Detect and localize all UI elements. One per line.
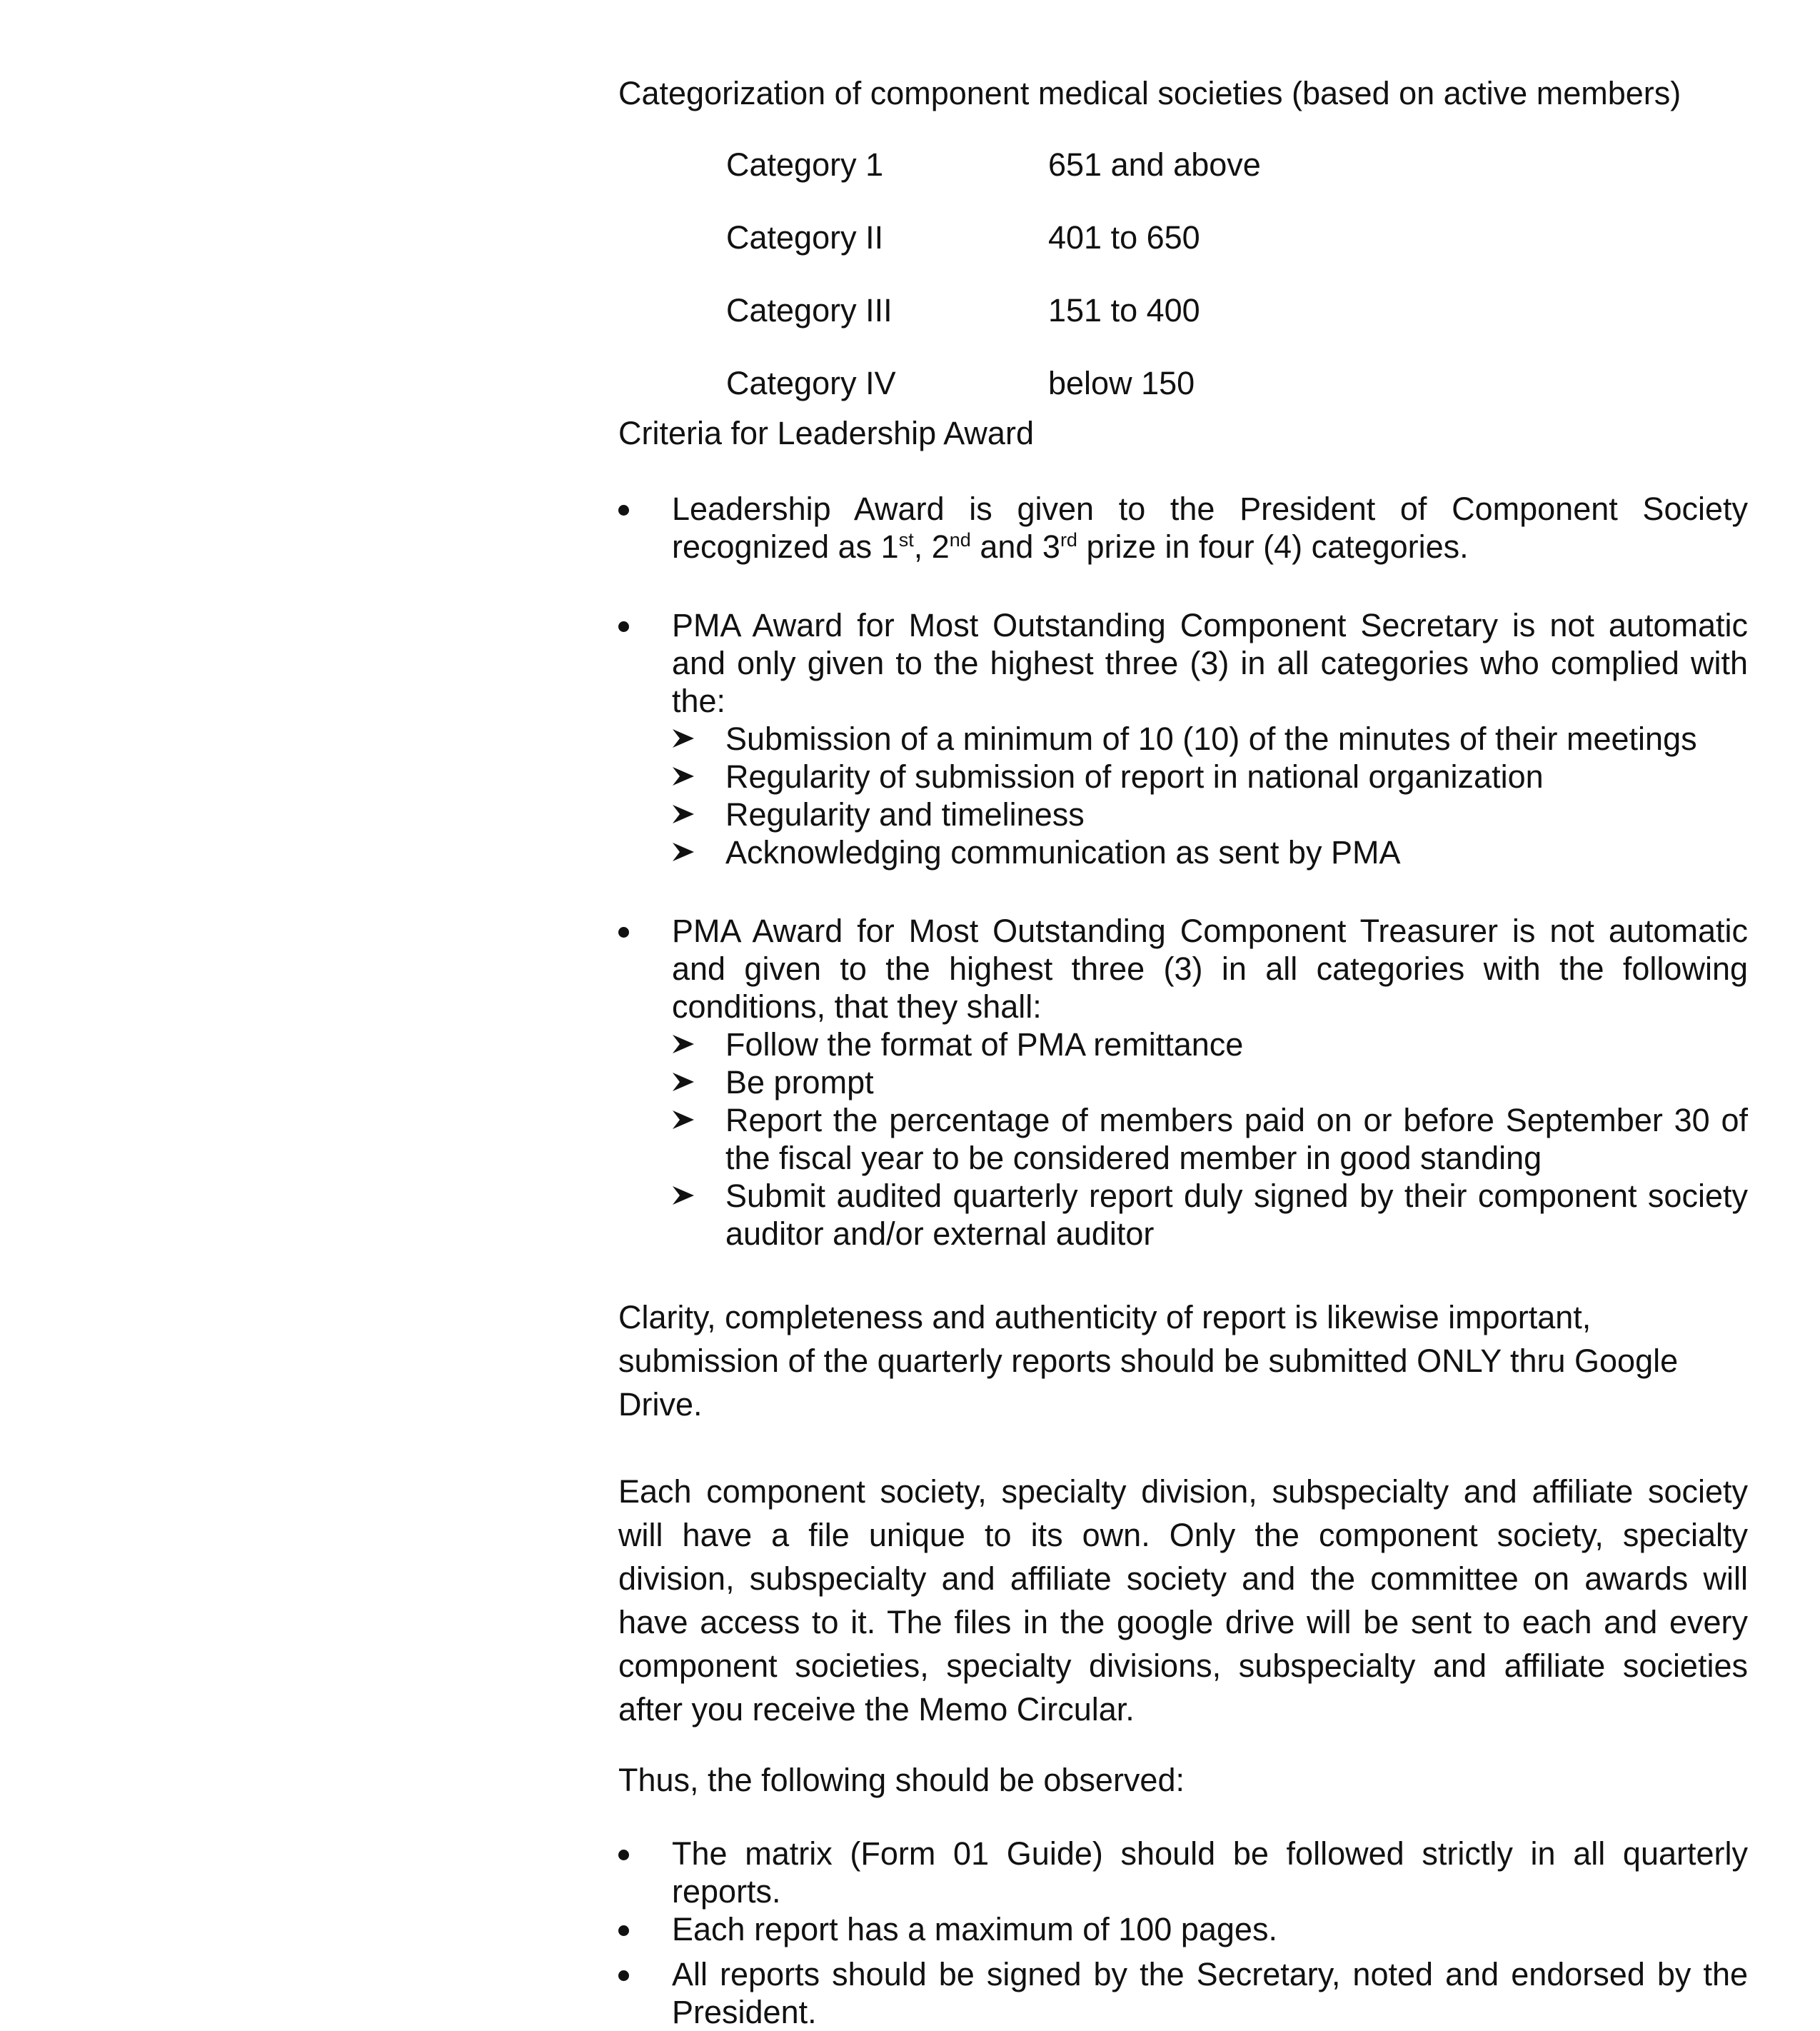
arrowhead-icon [672, 1110, 695, 1130]
leadership-text-a: Leadership Award is given to the President of Component Society recognized as 1 [672, 491, 1748, 565]
leadership-sup-1: st [898, 529, 914, 551]
treasurer-condition [672, 1101, 1748, 1177]
leadership-text-d: prize in four (4) categories. [1077, 528, 1469, 565]
categorization-heading: Categorization of component medical societies (based on active members) [618, 75, 1681, 111]
category-row [726, 291, 1261, 364]
criteria-heading: Criteria for Leadership Award [618, 415, 1034, 451]
arrowhead-icon [672, 1034, 695, 1054]
observe-item [618, 1835, 1748, 1910]
observe-list [618, 1835, 1748, 2031]
observe-item [618, 1955, 1748, 2031]
category-row [726, 219, 1261, 291]
secretary-requirement [672, 833, 1748, 871]
treasurer-award-item [618, 912, 1748, 1253]
document-body [618, 74, 1748, 2031]
treasurer-conditions-list [672, 1025, 1748, 1253]
observe-intro: Thus, the following should be observed: [618, 1762, 1185, 1798]
category-range: 401 to 650 [1048, 219, 1200, 256]
arrowhead-icon [672, 1185, 695, 1205]
criteria-list [618, 490, 1748, 1253]
leadership-text-b: , 2 [913, 528, 950, 565]
secretary-requirement [672, 758, 1748, 796]
observe-item-text: All reports should be signed by the Secretary, noted and endorsed by the President. [672, 1956, 1748, 2030]
clarity-paragraph: Clarity, completeness and authenticity of report is likewise important, submission of the quarterly reports should be submitted ONLY thru Google Drive. [618, 1299, 1679, 1423]
category-range: 651 and above [1048, 146, 1261, 183]
secretary-award-text: PMA Award for Most Outstanding Component Secretary is not automatic and only given to the highest three (3) in all categories who complied with the: [672, 607, 1748, 719]
treasurer-condition [672, 1025, 1748, 1063]
category-range: 151 to 400 [1048, 292, 1200, 329]
secretary-requirement-text: Regularity of submission of report in national organization [725, 758, 1544, 795]
category-table [726, 146, 1261, 437]
secretary-requirement [672, 796, 1748, 833]
category-row [726, 146, 1261, 219]
arrowhead-icon [672, 766, 695, 786]
category-name: Category II [726, 219, 884, 256]
treasurer-condition-text: Follow the format of PMA remittance [725, 1026, 1244, 1063]
secretary-requirement [672, 720, 1748, 758]
leadership-sup-3: rd [1060, 529, 1077, 551]
treasurer-condition-text: Be prompt [725, 1064, 874, 1100]
category-range: below 150 [1048, 365, 1195, 401]
leadership-text-c: and 3 [970, 528, 1060, 565]
observe-item [618, 1910, 1748, 1948]
leadership-sup-2: nd [949, 529, 971, 551]
category-name: Category III [726, 292, 893, 329]
treasurer-condition [672, 1177, 1748, 1253]
treasurer-condition-text: Report the percentage of members paid on or before September 30 of the fiscal year to be considered member in good standing [725, 1102, 1748, 1176]
arrowhead-icon [672, 728, 695, 748]
arrowhead-icon [672, 1072, 695, 1092]
secretary-award-item [618, 606, 1748, 871]
leadership-award-item [618, 490, 1748, 566]
observe-item-text: Each report has a maximum of 100 pages. [672, 1911, 1277, 1947]
treasurer-condition [672, 1063, 1748, 1101]
observe-item-text: The matrix (Form 01 Guide) should be followed strictly in all quarterly reports. [672, 1835, 1748, 1910]
category-name: Category 1 [726, 146, 884, 183]
arrowhead-icon [672, 804, 695, 824]
secretary-requirement-text: Submission of a minimum of 10 (10) of the minutes of their meetings [725, 721, 1697, 757]
secretary-requirement-text: Acknowledging communication as sent by PMA [725, 834, 1401, 871]
secretary-requirements-list [672, 720, 1748, 871]
arrowhead-icon [672, 842, 695, 862]
treasurer-award-text: PMA Award for Most Outstanding Component Treasurer is not automatic and given to the highest three (3) in all categories with the following conditions, that they shall: [672, 913, 1748, 1025]
treasurer-condition-text: Submit audited quarterly report duly signed by their component society auditor and/or external auditor [725, 1178, 1748, 1252]
secretary-requirement-text: Regularity and timeliness [725, 796, 1085, 833]
category-name: Category IV [726, 365, 896, 401]
google-drive-paragraph: Each component society, specialty division, subspecialty and affiliate society will have a file unique to its own. Only the component society, specialty division, subspecialty and affiliate society and the committee on awards will have access to it. The files in the google drive will be sent to each and every component societies, specialty divisions, subspecialty and affiliate societies after you receive the Memo Circular. [618, 1473, 1748, 1727]
